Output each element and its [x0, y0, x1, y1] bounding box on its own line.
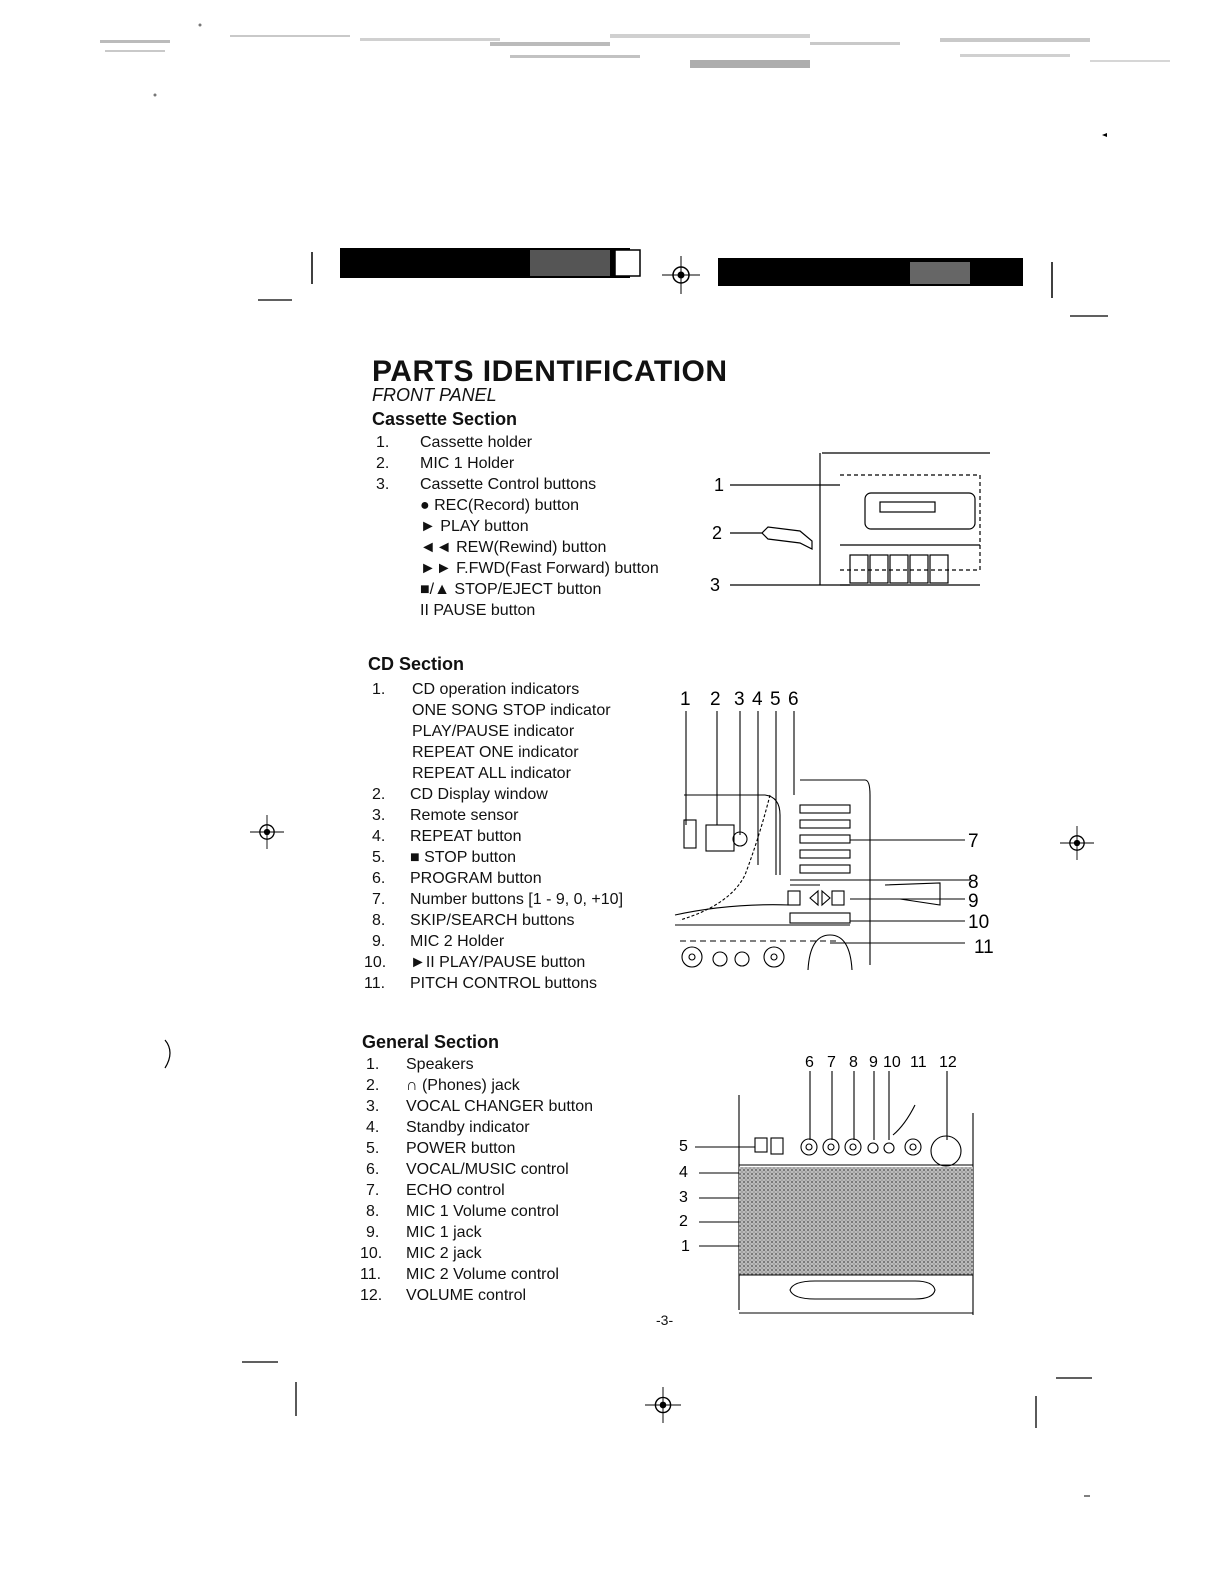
general-top-callout: 6	[805, 1054, 814, 1071]
general-top-callout: 11	[910, 1054, 927, 1071]
list-item: 1. Cassette holder	[376, 434, 533, 451]
list-item: 2. ∩ (Phones) jack	[366, 1077, 520, 1094]
general-top-callout: 10	[883, 1054, 901, 1071]
list-item: 3. Remote sensor	[372, 807, 519, 824]
list-item: 9. MIC 2 Holder	[372, 933, 505, 950]
general-side-callout: 1	[681, 1238, 690, 1255]
page-title: PARTS IDENTIFICATION	[372, 355, 728, 388]
page-subtitle: FRONT PANEL	[372, 385, 497, 405]
list-subitem: ◄◄ REW(Rewind) button	[420, 539, 607, 556]
cd-figure	[670, 685, 1000, 975]
cassette-callout: 3	[710, 575, 721, 595]
list-item: 4. Standby indicator	[366, 1119, 530, 1136]
general-side-callout: 4	[679, 1164, 688, 1181]
cd-side-callout: 7	[968, 831, 979, 852]
general-top-callout: 12	[939, 1054, 957, 1071]
registration-mark-icon	[645, 1387, 681, 1423]
list-subitem: II PAUSE button	[420, 602, 536, 619]
list-item: 5. POWER button	[366, 1140, 516, 1157]
general-list	[360, 1054, 594, 1306]
cd-list	[364, 679, 624, 994]
general-top-callout: 7	[827, 1054, 836, 1071]
registration-mark-icon	[1060, 826, 1094, 860]
list-item: 3. VOCAL CHANGER button	[366, 1098, 594, 1115]
cd-top-callout: 6	[788, 689, 799, 710]
list-subitem: ONE SONG STOP indicator	[412, 702, 611, 719]
registration-mark-icon	[250, 815, 284, 849]
list-item: 4. REPEAT button	[372, 828, 522, 845]
list-item: 6. PROGRAM button	[372, 870, 542, 887]
general-top-callout: 8	[849, 1054, 858, 1071]
cassette-section-heading: Cassette Section	[372, 409, 518, 429]
list-item: 9. MIC 1 jack	[366, 1224, 482, 1241]
cd-top-callout: 3	[734, 689, 745, 710]
list-subitem: REPEAT ONE indicator	[412, 744, 579, 761]
cassette-callout: 2	[712, 523, 723, 543]
list-subitem: ● REC(Record) button	[420, 497, 580, 514]
general-side-callout: 5	[679, 1138, 688, 1155]
list-item: 8. MIC 1 Volume control	[366, 1203, 559, 1220]
registration-mark-icon	[662, 256, 700, 294]
speaker-grille	[739, 1167, 973, 1275]
list-subitem: ►► F.FWD(Fast Forward) button	[420, 560, 659, 577]
list-item: 12. VOLUME control	[360, 1287, 527, 1304]
list-item: 10. MIC 2 jack	[360, 1245, 482, 1262]
page-number: -3-	[656, 1312, 674, 1328]
list-subitem: REPEAT ALL indicator	[412, 765, 571, 782]
general-top-callout: 9	[869, 1054, 878, 1071]
general-side-callout: 3	[679, 1189, 688, 1206]
list-item: 2. CD Display window	[372, 786, 548, 803]
cd-top-callout: 1	[680, 689, 691, 710]
cd-side-callout: 11	[974, 937, 994, 958]
list-item: 8. SKIP/SEARCH buttons	[372, 912, 575, 929]
list-item: 2. MIC 1 Holder	[376, 455, 515, 472]
cd-top-callout: 4	[752, 689, 763, 710]
list-item: 11. MIC 2 Volume control	[360, 1266, 559, 1283]
list-item: 7. Number buttons [1 - 9, 0, +10]	[372, 891, 624, 908]
general-figure	[675, 1045, 985, 1320]
cassette-figure	[700, 445, 990, 610]
list-item: 1. Speakers	[366, 1056, 474, 1073]
scan-noise	[90, 20, 1190, 100]
cd-side-callout: 8	[968, 872, 979, 893]
cassette-list	[376, 432, 659, 621]
list-item: 1. CD operation indicators	[372, 681, 580, 698]
list-item: 6. VOCAL/MUSIC control	[366, 1161, 569, 1178]
list-subitem: PLAY/PAUSE indicator	[412, 723, 575, 740]
list-item: 10. ►II PLAY/PAUSE button	[364, 954, 586, 971]
list-subitem: ■/▲ STOP/EJECT button	[420, 581, 602, 598]
general-section-heading: General Section	[362, 1032, 500, 1052]
cd-top-callout: 2	[710, 689, 721, 710]
cd-side-callout: 10	[968, 912, 990, 933]
list-item: 3. Cassette Control buttons	[376, 476, 597, 493]
list-subitem: ► PLAY button	[420, 518, 529, 535]
cd-top-callout: 5	[770, 689, 781, 710]
general-side-callout: 2	[679, 1213, 688, 1230]
list-item: 7. ECHO control	[366, 1182, 505, 1199]
cassette-callout: 1	[714, 475, 725, 495]
cd-side-callout: 9	[968, 891, 979, 912]
cd-section-heading: CD Section	[368, 654, 465, 674]
list-item: 5. ■ STOP button	[372, 849, 517, 866]
list-item: 11. PITCH CONTROL buttons	[364, 975, 598, 992]
